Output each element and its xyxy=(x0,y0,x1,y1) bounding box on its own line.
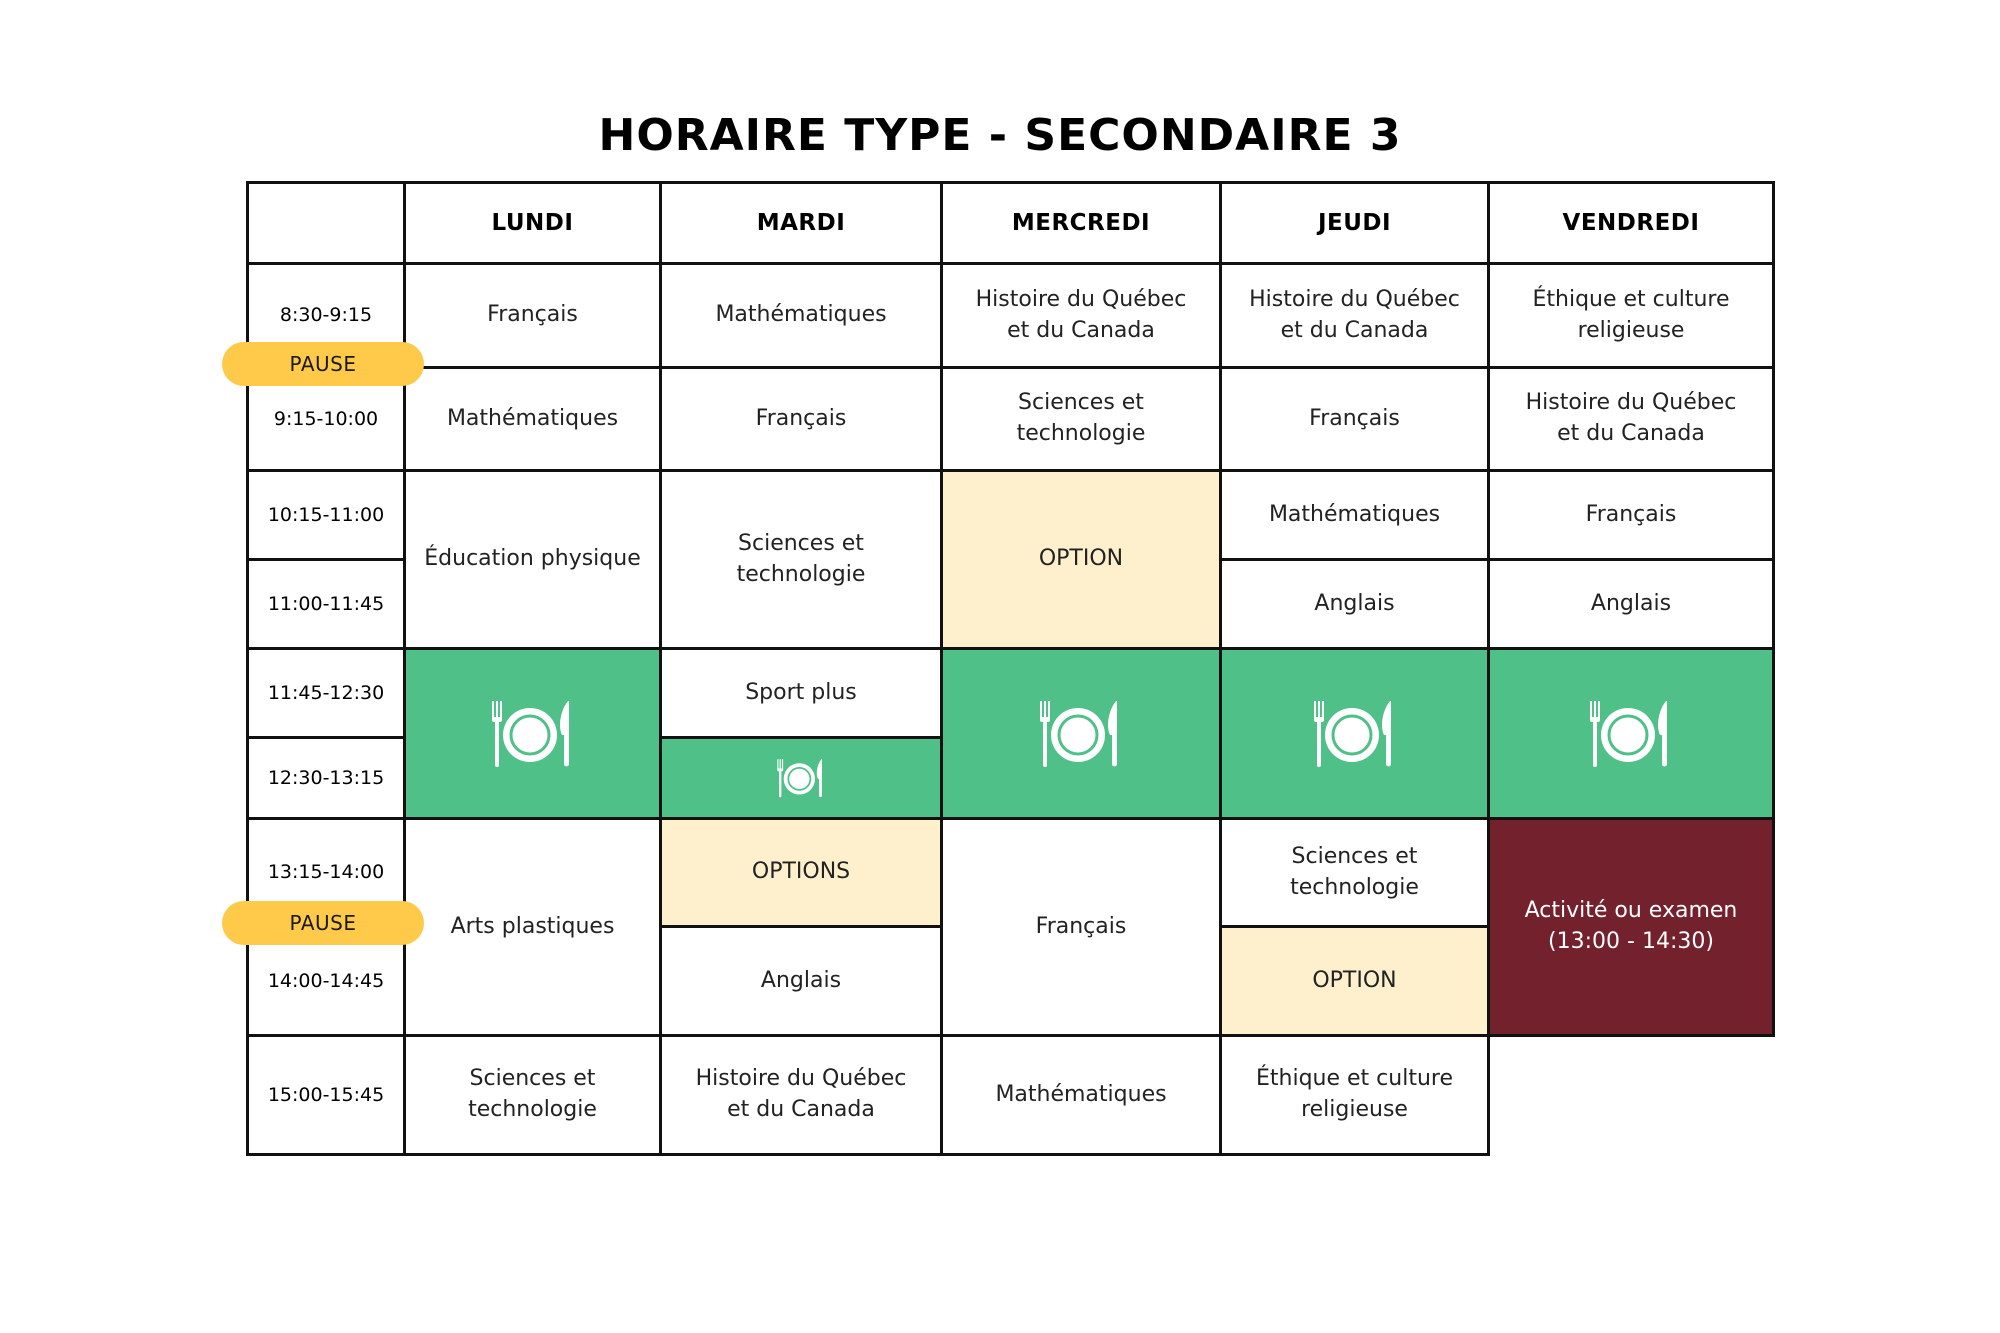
class-cell: Français xyxy=(940,817,1222,1037)
class-cell: Sciences et technologie xyxy=(940,366,1222,472)
plate-fork-knife-icon xyxy=(1310,699,1400,769)
class-cell: OPTION xyxy=(1219,925,1490,1037)
time-slot-1: 9:15-10:00 xyxy=(246,366,406,472)
class-cell: Mathématiques xyxy=(659,262,943,369)
lunch-cell xyxy=(403,647,662,820)
lunch-cell xyxy=(940,647,1222,820)
class-cell: Anglais xyxy=(659,925,943,1037)
class-cell: Sciences et technologie xyxy=(1219,817,1490,928)
day-header-3: JEUDI xyxy=(1219,181,1490,265)
day-header-1: MARDI xyxy=(659,181,943,265)
class-cell: OPTION xyxy=(940,469,1222,650)
time-slot-5: 12:30-13:15 xyxy=(246,736,406,820)
exam-cell: Activité ou examen (13:00 - 14:30) xyxy=(1487,817,1775,1037)
class-cell: OPTIONS xyxy=(659,817,943,928)
class-cell: Sciences et technologie xyxy=(403,1034,662,1156)
plate-fork-knife-icon xyxy=(1036,699,1126,769)
class-cell: Français xyxy=(1487,469,1775,561)
class-cell: Sciences et technologie xyxy=(659,469,943,650)
plate-fork-knife-icon xyxy=(1586,699,1676,769)
day-header-0: LUNDI xyxy=(403,181,662,265)
day-header-2: MERCREDI xyxy=(940,181,1222,265)
class-cell: Français xyxy=(1219,366,1490,472)
class-cell: Sport plus xyxy=(659,647,943,739)
class-cell: Mathématiques xyxy=(1219,469,1490,561)
lunch-cell xyxy=(659,736,943,820)
class-cell: Histoire du Québec et du Canada xyxy=(1487,366,1775,472)
plate-fork-knife-icon xyxy=(488,699,578,769)
class-cell: Anglais xyxy=(1219,558,1490,650)
plate-fork-knife-icon xyxy=(775,758,827,799)
class-cell: Histoire du Québec et du Canada xyxy=(659,1034,943,1156)
time-slot-8: 15:00-15:45 xyxy=(246,1034,406,1156)
class-cell: Mathématiques xyxy=(940,1034,1222,1156)
time-slot-6: 13:15-14:00 xyxy=(246,817,406,928)
day-header-4: VENDREDI xyxy=(1487,181,1775,265)
class-cell: Arts plastiques xyxy=(403,817,662,1037)
class-cell: Éducation physique xyxy=(403,469,662,650)
time-slot-2: 10:15-11:00 xyxy=(246,469,406,561)
time-slot-7: 14:00-14:45 xyxy=(246,925,406,1037)
pause-badge: PAUSE xyxy=(222,901,424,945)
class-cell: Anglais xyxy=(1487,558,1775,650)
lunch-cell xyxy=(1487,647,1775,820)
class-cell: Français xyxy=(659,366,943,472)
header-corner xyxy=(246,181,406,265)
class-cell: Histoire du Québec et du Canada xyxy=(1219,262,1490,369)
class-cell: Éthique et culture religieuse xyxy=(1487,262,1775,369)
class-cell: Mathématiques xyxy=(403,366,662,472)
class-cell: Éthique et culture religieuse xyxy=(1219,1034,1490,1156)
pause-badge: PAUSE xyxy=(222,342,424,386)
time-slot-0: 8:30-9:15 xyxy=(246,262,406,369)
time-slot-3: 11:00-11:45 xyxy=(246,558,406,650)
class-cell: Histoire du Québec et du Canada xyxy=(940,262,1222,369)
time-slot-4: 11:45-12:30 xyxy=(246,647,406,739)
lunch-cell xyxy=(1219,647,1490,820)
page-title: HORAIRE TYPE - SECONDAIRE 3 xyxy=(598,110,1402,161)
class-cell: Français xyxy=(403,262,662,369)
